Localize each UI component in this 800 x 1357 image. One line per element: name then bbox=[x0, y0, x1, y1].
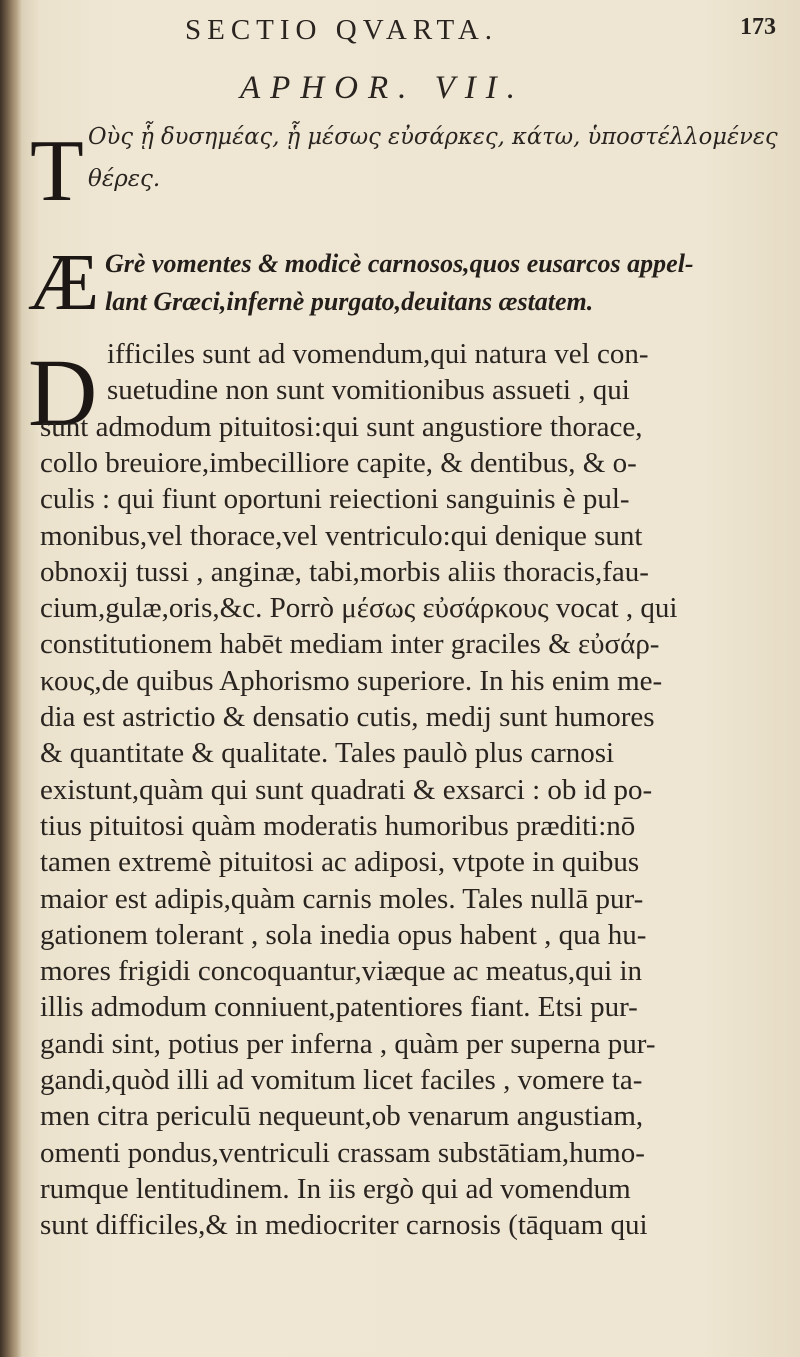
latin-translation-line-2: lant Græci,infernè purgato,deuitans æstatem. bbox=[105, 287, 594, 316]
aphorism-title: APHOR. VII. bbox=[240, 70, 526, 106]
commentary-line: sunt admodum pituitosi:qui sunt angustiore thorace, bbox=[40, 410, 643, 443]
commentary-line: existunt,quàm qui sunt quadrati & exsarci : ob id po- bbox=[40, 773, 653, 806]
commentary-line: rumque lentitudinem. In iis ergò qui ad vomendum bbox=[40, 1172, 631, 1205]
commentary-line: dia est astrictio & densatio cutis, medij sunt humores bbox=[40, 701, 655, 733]
commentary-line: illis admodum conniuent,patentiores fiant. Etsi pur- bbox=[40, 991, 638, 1024]
commentary-line: gationem tolerant , sola inedia opus habent , qua hu- bbox=[40, 918, 647, 951]
latin-translation-line-1: Grè vomentes & modicè carnosos,quos eusarcos appel- bbox=[105, 249, 694, 278]
commentary-line: monibus,vel thorace,vel ventriculo:qui denique sunt bbox=[40, 519, 643, 552]
latin-drop-initial: Æ bbox=[28, 239, 100, 327]
commentary-line: sunt difficiles,& in mediocriter carnosis (tāquam qui bbox=[40, 1209, 648, 1242]
commentary-line: & quantitate & qualitate. Tales paulò plus carnosi bbox=[40, 737, 615, 770]
commentary-line: omenti pondus,ventriculi crassam substātiam,humo- bbox=[40, 1136, 645, 1169]
commentary-line: gandi,quòd illi ad vomitum licet faciles , vomere ta- bbox=[40, 1064, 643, 1096]
running-head: SECTIO QVARTA. bbox=[185, 14, 499, 46]
commentary-line: obnoxij tussi , anginæ, tabi,morbis aliis thoracis,fau- bbox=[40, 555, 649, 588]
greek-text-line-1: Οὺς ᾗ δυσημέας, ᾗ μέσως εὐσάρκες, κάτω, ὑποστέλλομένες bbox=[88, 124, 778, 150]
commentary-line: suetudine non sunt vomitionibus assueti , qui bbox=[107, 374, 630, 407]
commentary-line: constitutionem habēt mediam inter graciles & εὐσάρ- bbox=[40, 628, 660, 661]
commentary-line: maior est adipis,quàm carnis moles. Tales nullā pur- bbox=[40, 882, 644, 915]
commentary-line: men citra periculū nequeunt,ob venarum angustiam, bbox=[40, 1100, 644, 1133]
commentary-line: gandi sint, potius per inferna , quàm per superna pur- bbox=[40, 1027, 656, 1060]
commentary-line: mores frigidi concoquantur,viæque ac meatus,qui in bbox=[40, 955, 643, 988]
commentary-line: cium,gulæ,oris,&c. Porrò μέσως εὐσάρκους vocat , qui bbox=[40, 592, 678, 625]
commentary-drop-initial: D bbox=[28, 339, 98, 446]
commentary-line: ifficiles sunt ad vomendum,qui natura vel con- bbox=[107, 338, 649, 370]
greek-text-line-2: θέρες. bbox=[88, 166, 161, 192]
commentary-line: collo breuiore,imbecilliore capite, & dentibus, & o- bbox=[40, 446, 637, 479]
commentary-line: tius pituitosi quàm moderatis humoribus præditi:nō bbox=[40, 809, 636, 842]
greek-drop-initial: T bbox=[30, 123, 84, 220]
commentary-line: tamen extremè pituitosi ac adiposi, vtpote in quibus bbox=[40, 846, 640, 879]
commentary-line: culis : qui fiunt oportuni reiectioni sanguinis è pul- bbox=[40, 483, 630, 516]
page-number: 173 bbox=[740, 14, 776, 40]
commentary-line: κους,de quibus Aphorismo superiore. In his enim me- bbox=[40, 664, 663, 697]
